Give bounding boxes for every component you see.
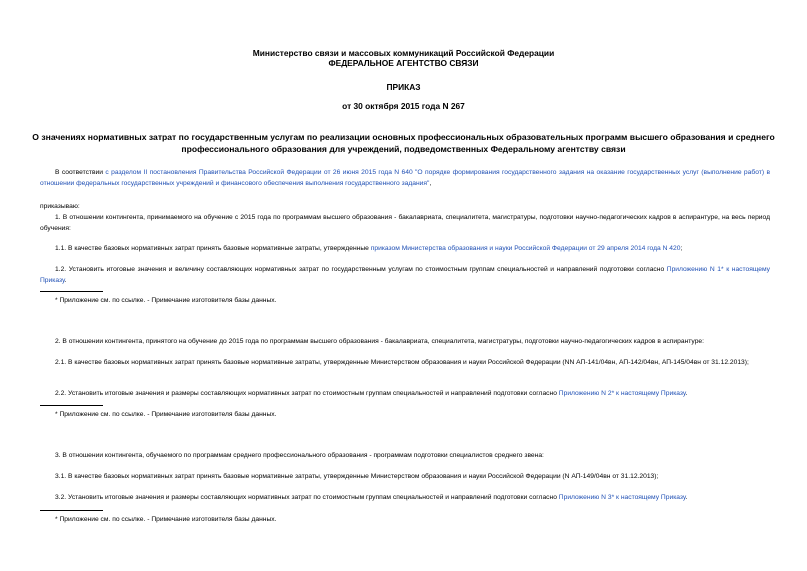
- footnote: * Приложение см. по ссылке. - Примечание изготовителя базы данных.: [55, 411, 277, 418]
- footnote: * Приложение см. по ссылке. - Примечание изготовителя базы данных.: [55, 516, 277, 523]
- section-3-2-text: 3.2. Установить итоговые значения и размеры составляющих нормативных затрат по стоимостным группам специальностей и направлений подготовки согласно: [55, 494, 559, 501]
- section-2-2-paragraph: [40, 389, 770, 400]
- document-type: ПРИКАЗ: [386, 82, 421, 92]
- section-3-2-end: .: [685, 494, 688, 501]
- section-1-2-end: .: [64, 276, 67, 284]
- section-2-paragraph: 2. В отношении контингента, принятого на обучение до 2015 года по программам высшего образования - бакалавриата, специалитета, магистратуры, подготовки научно-педагогических кадров в аспирантуре:: [55, 338, 704, 345]
- section-2-2-end: .: [685, 390, 688, 397]
- preamble-end: ,: [429, 179, 432, 187]
- section-1-1-paragraph: [40, 244, 770, 255]
- agency-name: ФЕДЕРАЛЬНОЕ АГЕНТСТВО СВЯЗИ: [328, 58, 479, 68]
- footnote-divider: [40, 510, 103, 511]
- footnote: * Приложение см. по ссылке. - Примечание изготовителя базы данных.: [55, 297, 277, 304]
- footnote-divider: [40, 405, 103, 406]
- section-1-paragraph: 1. В отношении контингента, принимаемого на обучение с 2015 года по программам высшего образования - бакалавриата, специалитета, магистратуры, подготовки научно-педагогических кадров в аспирантуре, на весь период обучения:: [40, 214, 770, 232]
- order-word: приказываю:: [40, 203, 80, 210]
- preamble-text: В соответствии: [55, 169, 106, 176]
- footnote-divider: [40, 291, 103, 292]
- section-1-2-paragraph: [40, 265, 770, 286]
- government-decree-link[interactable]: с разделом II постановления Правительства Российской Федерации от 26 июня 2015 года N 640 "О порядке формирования государственного задания на оказание государственных услуг (выполнение работ) в отношении федеральных государственных учреждений и финансового обеспечения выполнения государственного задания": [40, 169, 770, 187]
- appendix-2-link[interactable]: Приложению N 2* к настоящему Приказу: [558, 390, 686, 397]
- section-1-2-text: 1.2. Установить итоговые значения и величину составляющих нормативных затрат по государственным услугам по стоимостным группам специальностей и направлений подготовки согласно: [55, 266, 667, 273]
- section-2-2-text: 2.2. Установить итоговые значения и размеры составляющих нормативных затрат по стоимостным группам специальностей и направлений подготовки согласно: [55, 390, 559, 397]
- document-date: от 30 октября 2015 года N 267: [342, 101, 465, 111]
- preamble-paragraph: [40, 168, 770, 189]
- section-1-1-text: 1.1. В качестве базовых нормативных затрат принять базовые нормативные затраты, утвержденные: [55, 245, 371, 252]
- appendix-1-link[interactable]: Приложению N 1* к настоящему Приказу: [40, 266, 770, 284]
- section-3-2-paragraph: [40, 493, 770, 504]
- section-1-1-end: ;: [680, 245, 683, 252]
- appendix-3-link[interactable]: Приложению N 3* к настоящему Приказу: [558, 494, 686, 501]
- section-3-1-paragraph: 3.1. В качестве базовых нормативных затрат принять базовые нормативные затраты, утвержденные Министерством образования и науки Российской Федерации (N АП-149/04вн от 31.12.2013);: [55, 473, 659, 480]
- document-title: О значениях нормативных затрат по государственным услугам по реализации основных профессиональных образовательных программ высшего образования и среднего профессионального образования для учреждений, подведомственных Федеральному агентству связи: [32, 132, 775, 154]
- ministry-order-420-link[interactable]: приказом Министерства образования и науки Российской Федерации от 29 апреля 2014 года N 420: [370, 245, 681, 252]
- ministry-name: Министерство связи и массовых коммуникаций Российской Федерации: [252, 48, 555, 58]
- section-2-1-paragraph: 2.1. В качестве базовых нормативных затрат принять базовые нормативные затраты, утвержденные Министерством образования и науки Российской Федерации (NN АП-141/04вн, АП-142/04вн, АП-145/04вн от 31.12.2013);: [55, 359, 749, 366]
- section-3-paragraph: 3. В отношении контингента, обучаемого по программам среднего профессионального образования - программам подготовки специалистов среднего звена:: [55, 452, 544, 459]
